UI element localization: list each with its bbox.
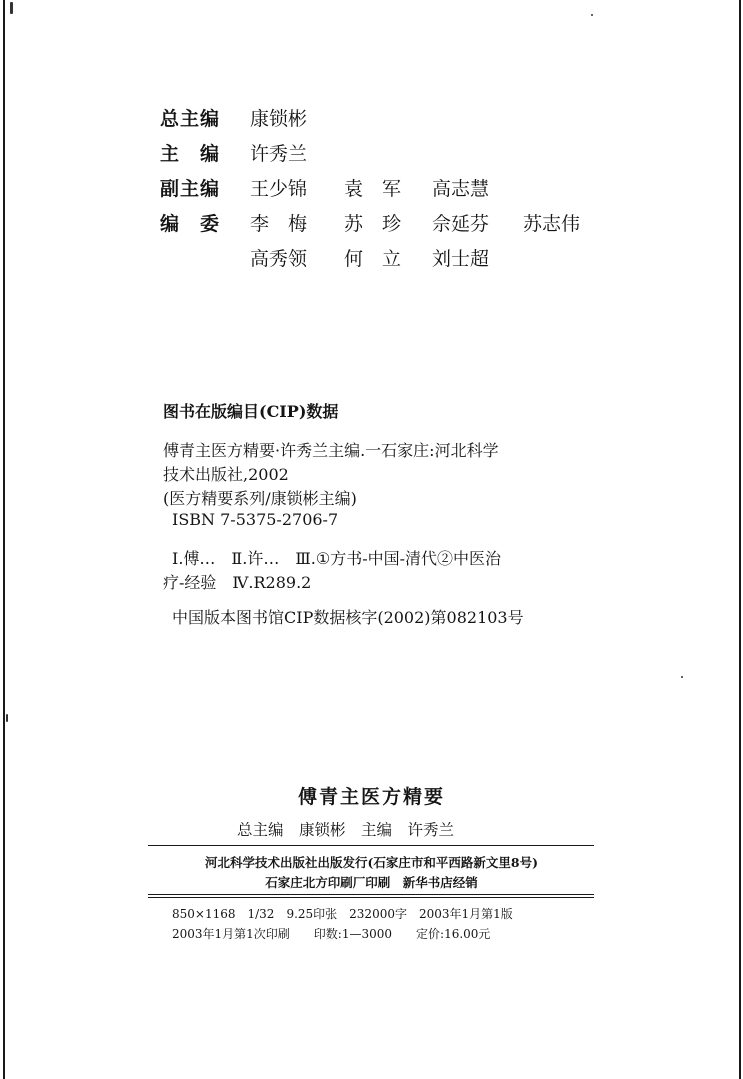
credit-name: 高志慧 [432,178,490,200]
cip-line: (医方精要系列/康锁彬主编) [163,489,357,508]
credit-name: 佘延芬 [432,213,490,235]
credit-name: 何 立 [344,248,402,270]
credit-role: 总主编 [160,108,221,130]
colophon-spec-line: 850×1168 1/32 9.25印张 232000字 2003年1月第1版 [172,907,513,921]
scan-speck [681,676,683,678]
page-border-left [3,0,5,1079]
page-border-right [739,0,741,1079]
cip-isbn: ISBN 7-5375-2706-7 [172,510,339,529]
credit-name: 苏 珍 [344,213,402,235]
cip-line: 傅青主医方精要·许秀兰主编.一石家庄:河北科学 [163,441,499,460]
colophon-publisher: 河北科学技术出版社出版发行(石家庄市和平西路新文里8号) [204,855,539,870]
colophon-title: 傅青主医方精要 [297,786,445,808]
credit-role: 主 编 [160,143,221,165]
divider [148,845,594,846]
cip-registration: 中国版本图书馆CIP数据核字(2002)第082103号 [172,608,524,627]
credit-name: 刘士超 [432,248,490,270]
scan-speck [591,14,593,16]
credit-name: 苏志伟 [523,213,581,235]
scan-mark [10,2,13,14]
colophon-printer: 石家庄北方印刷厂印刷 新华书店经销 [265,875,478,890]
credit-role: 编 委 [160,213,221,235]
cip-heading: 图书在版编目(CIP)数据 [163,402,339,421]
colophon-print-line: 2003年1月第1次印刷 印数:1—3000 定价:16.00元 [172,927,491,941]
cip-line: 技术出版社,2002 [163,465,289,484]
credit-role: 副主编 [160,178,221,200]
colophon-editors: 总主编 康锁彬 主编 许秀兰 [237,821,455,839]
cip-line: Ⅰ.傅… Ⅱ.许… Ⅲ.①方书-中国-清代②中医治 [172,549,502,568]
credit-name: 王少锦 [250,178,308,200]
credit-name: 许秀兰 [250,143,308,165]
cip-line: 疗-经验 Ⅳ.R289.2 [163,573,312,592]
credit-name: 高秀领 [250,248,308,270]
credit-name: 袁 军 [344,178,402,200]
scan-mark [6,714,8,722]
divider [148,897,594,898]
credit-name: 康锁彬 [250,108,308,130]
divider [148,894,594,895]
credit-name: 李 梅 [250,213,308,235]
